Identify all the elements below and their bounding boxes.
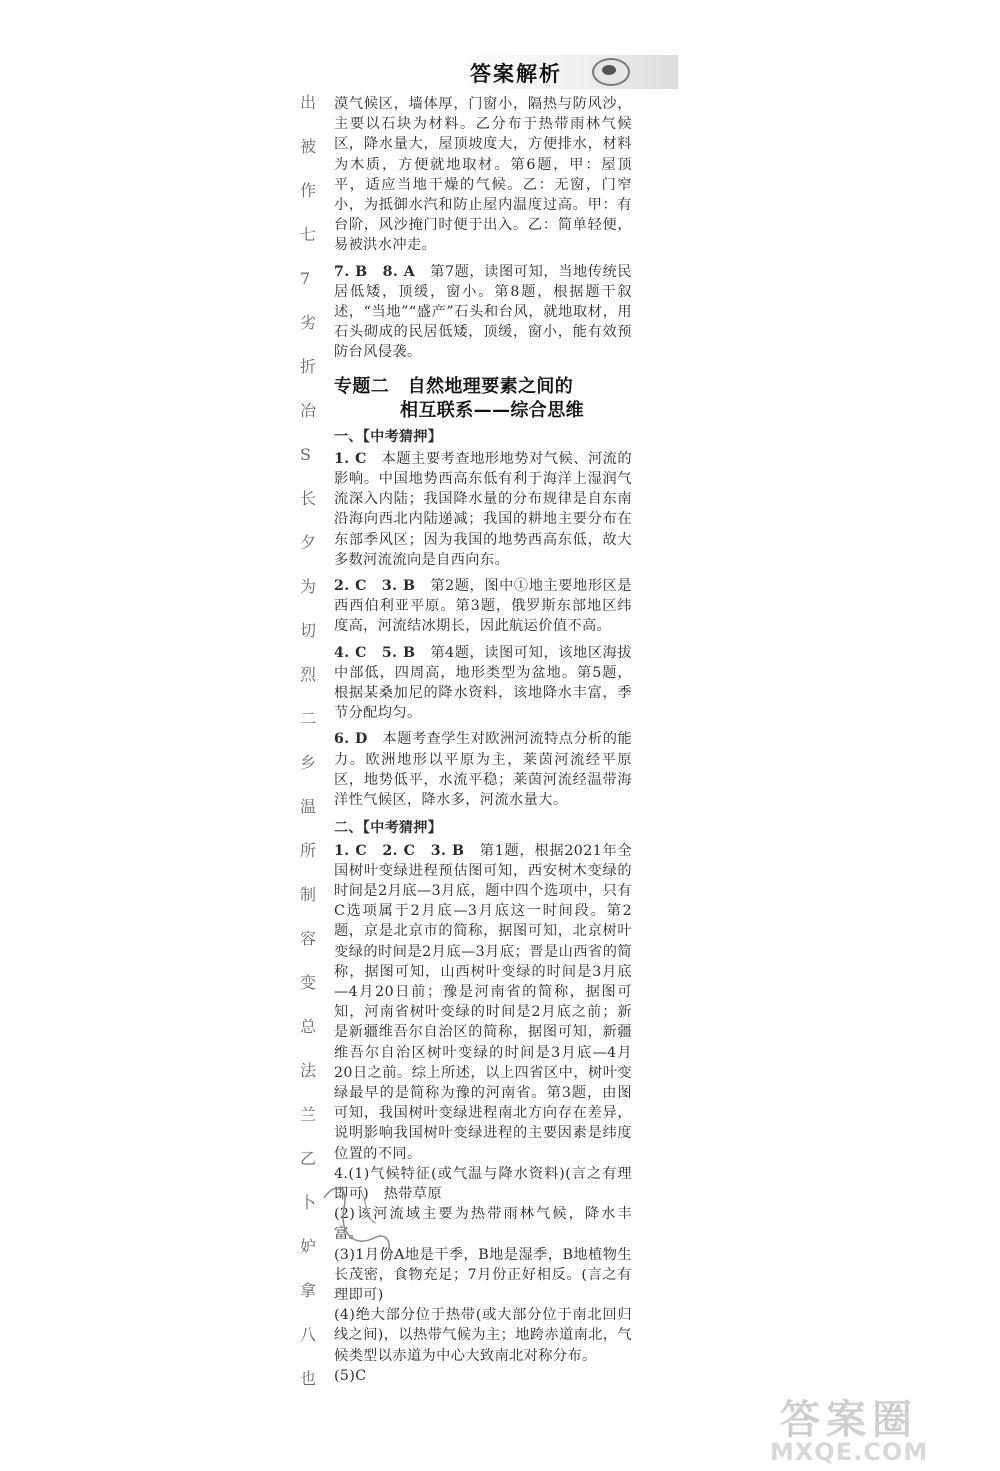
margin-fragment: 容: [300, 929, 317, 948]
answer-text: 第4题，读图可知，该地区海拔中部低，四周高，地形类型为盆地。第5题，根据某桑加尼的降水资料，该地降水丰富，季节分配均匀。: [334, 644, 633, 722]
margin-fragment: 所: [300, 841, 317, 860]
margin-fragment: 也: [300, 1369, 317, 1388]
answer-s2-q4-part2: (2)该河流域主要为热带雨林气候，降水丰富。: [334, 1206, 632, 1243]
margin-fragment: 7: [300, 269, 311, 288]
margin-fragment: 乡: [300, 753, 317, 772]
answer-s2-q1-3: [334, 841, 632, 1164]
handwritten-scribble: [314, 1178, 409, 1263]
margin-fragment: 烈: [300, 665, 317, 684]
section-title: [334, 375, 632, 423]
answer-text: 第7题，读图可知，当地传统民居低矮，顶缓，窗小。第8题，根据题干叙述，“当地”“盛产”石头和台风，就地取材，用石头砌成的民居低矮，顶缓，窗小，能有效预防台风侵袭。: [334, 263, 632, 361]
margin-fragment: 夕: [300, 533, 317, 552]
answer-text: 第1题，根据2021年全国树叶变绿进程预估图可知，西安树木变绿的时间是2月底—3月底，题中四个选项中，只有C选项属于2月底—3月底这一时间段。第2题，京是北京市的简称，据图可知，北京树叶变绿的时间是2月底—3月底；晋是山西省的简称，据图可知，山西树叶变绿的时间是3月底—4月20日前；豫是河南省的简称，据图可知，河南省树叶变绿的时间是2月底之前；新是新疆维吾尔自治区的简称，据图可知，新疆维吾尔自治区树叶变绿的时间是3月底—4月20日之前。综上所述，以上四省区中，树叶变绿最早的是简称为豫的河南省。第3题，由图可知，我国树叶变绿进程南北方向存在差异，说明影响我国树叶变绿进程的主要因素是纬度位置的不同。: [334, 842, 632, 1162]
question-number: 6. D: [334, 731, 368, 748]
margin-fragment: 法: [300, 1061, 317, 1080]
margin-fragment: 长: [300, 489, 317, 508]
margin-fragment: 劣: [300, 313, 317, 332]
section-title-line1: 专题二 自然地理要素之间的: [334, 375, 574, 397]
margin-fragment: 拿: [300, 1281, 317, 1300]
answer-s1-q6: [334, 729, 632, 810]
margin-fragment: 制: [300, 885, 317, 904]
answer-text: 本题考查学生对欧洲河流特点分析的能力。欧洲地形以平原为主，莱茵河流经平原区，地势低平，水流平稳；莱茵河流经温带海洋性气候区，降水多，河流水量大。: [334, 731, 632, 809]
margin-fragment: 总: [300, 1017, 317, 1036]
question-number: 7. B 8. A: [334, 263, 416, 280]
margin-fragment: 兰: [300, 1105, 317, 1124]
question-number: 1. C 2. C 3. B: [334, 842, 465, 859]
answer-text: 本题主要考查地形地势对气候、河流的影响。中国地势西高东低有利于海洋上湿润气流深入内陆；我国降水量的分布规律是自东南沿海向西北内陆递减；我国的耕地主要分布在东部季风区；因为我国的地势西高东低，故大多数河流流向是自西向东。: [334, 450, 632, 568]
intro-paragraph: 漠气候区，墙体厚，门窗小，隔热与防风沙，主要以石块为材料。乙分布于热带雨林气候区，降水量大，屋顶坡度大，方便排水，材料为木质，方便就地取材。第6题，甲：屋顶平，适应当地干燥的气候。乙：无窗，门窄小，为抵御水汽和防止屋内温度过高。甲：有台阶，风沙掩门时便于出入。乙：简单轻便，易被洪水冲走。: [334, 96, 632, 254]
answer-s2-q4-part5: (5)C: [334, 1367, 367, 1384]
answer-s2-q4-part3: (3)1月份A地是干季，B地是湿季，B地植物生长茂密，食物充足；7月份正好相反。(言之有理即可): [334, 1246, 632, 1303]
subhead-2: 二、【中考猜押】: [334, 820, 443, 837]
margin-fragment: 八: [300, 1325, 317, 1344]
answer-s1-q2-3: [334, 576, 632, 637]
margin-fragment: 切: [300, 621, 317, 640]
margin-fragment: 乙: [300, 1149, 317, 1168]
margin-fragment: 二: [300, 709, 317, 728]
answer-s1-q1: [334, 449, 632, 570]
margin-fragment: 卜: [300, 1193, 317, 1212]
margin-fragment: S: [300, 445, 311, 464]
answer-s2-q4-part4: (4)绝大部分位于热带(或大部分位于南北回归线之间)，以热带气候为主；地跨赤道南北，气候类型以赤道为中心大致南北对称分布。: [334, 1307, 632, 1364]
margin-fragment: 折: [300, 357, 317, 376]
header-logo-icon: [592, 58, 630, 86]
margin-fragment: 变: [300, 973, 317, 992]
page-header-title: 答案解析: [470, 62, 562, 86]
question-number: 2. C 3. B: [334, 578, 416, 595]
margin-fragment: 出: [300, 93, 317, 112]
margin-fragment: 作: [300, 181, 317, 200]
answer-q7-8: [334, 262, 632, 363]
margin-fragment: 温: [300, 797, 317, 816]
answer-s1-q4-5: [334, 643, 632, 724]
answer-text: 第2题，图中①地主要地形区是西西伯利亚平原。第3题，俄罗斯东部地区纬度高，河流结冰期长，因此航运价值不高。: [334, 578, 633, 635]
watermark-url: MXQE.COM: [770, 1438, 929, 1466]
margin-fragment: 被: [300, 137, 317, 156]
watermark: [770, 1388, 990, 1468]
margin-fragment: 七: [300, 225, 317, 244]
margin-fragment: 为: [300, 577, 317, 596]
margin-fragment: 冶: [300, 401, 317, 420]
question-number: 1. C: [334, 450, 367, 467]
section-title-line2: 相互联系——综合思维: [400, 399, 584, 421]
subhead-1: 一、【中考猜押】: [334, 428, 443, 445]
answer-s2-q4-part1: 4.(1)气候特征(或气温与降水资料)(言之有理即可) 热带草原: [334, 1165, 632, 1202]
watermark-logo-text: 答案圈: [780, 1397, 918, 1443]
margin-fragment: 妒: [300, 1237, 317, 1256]
question-number: 4. C 5. B: [334, 644, 416, 661]
